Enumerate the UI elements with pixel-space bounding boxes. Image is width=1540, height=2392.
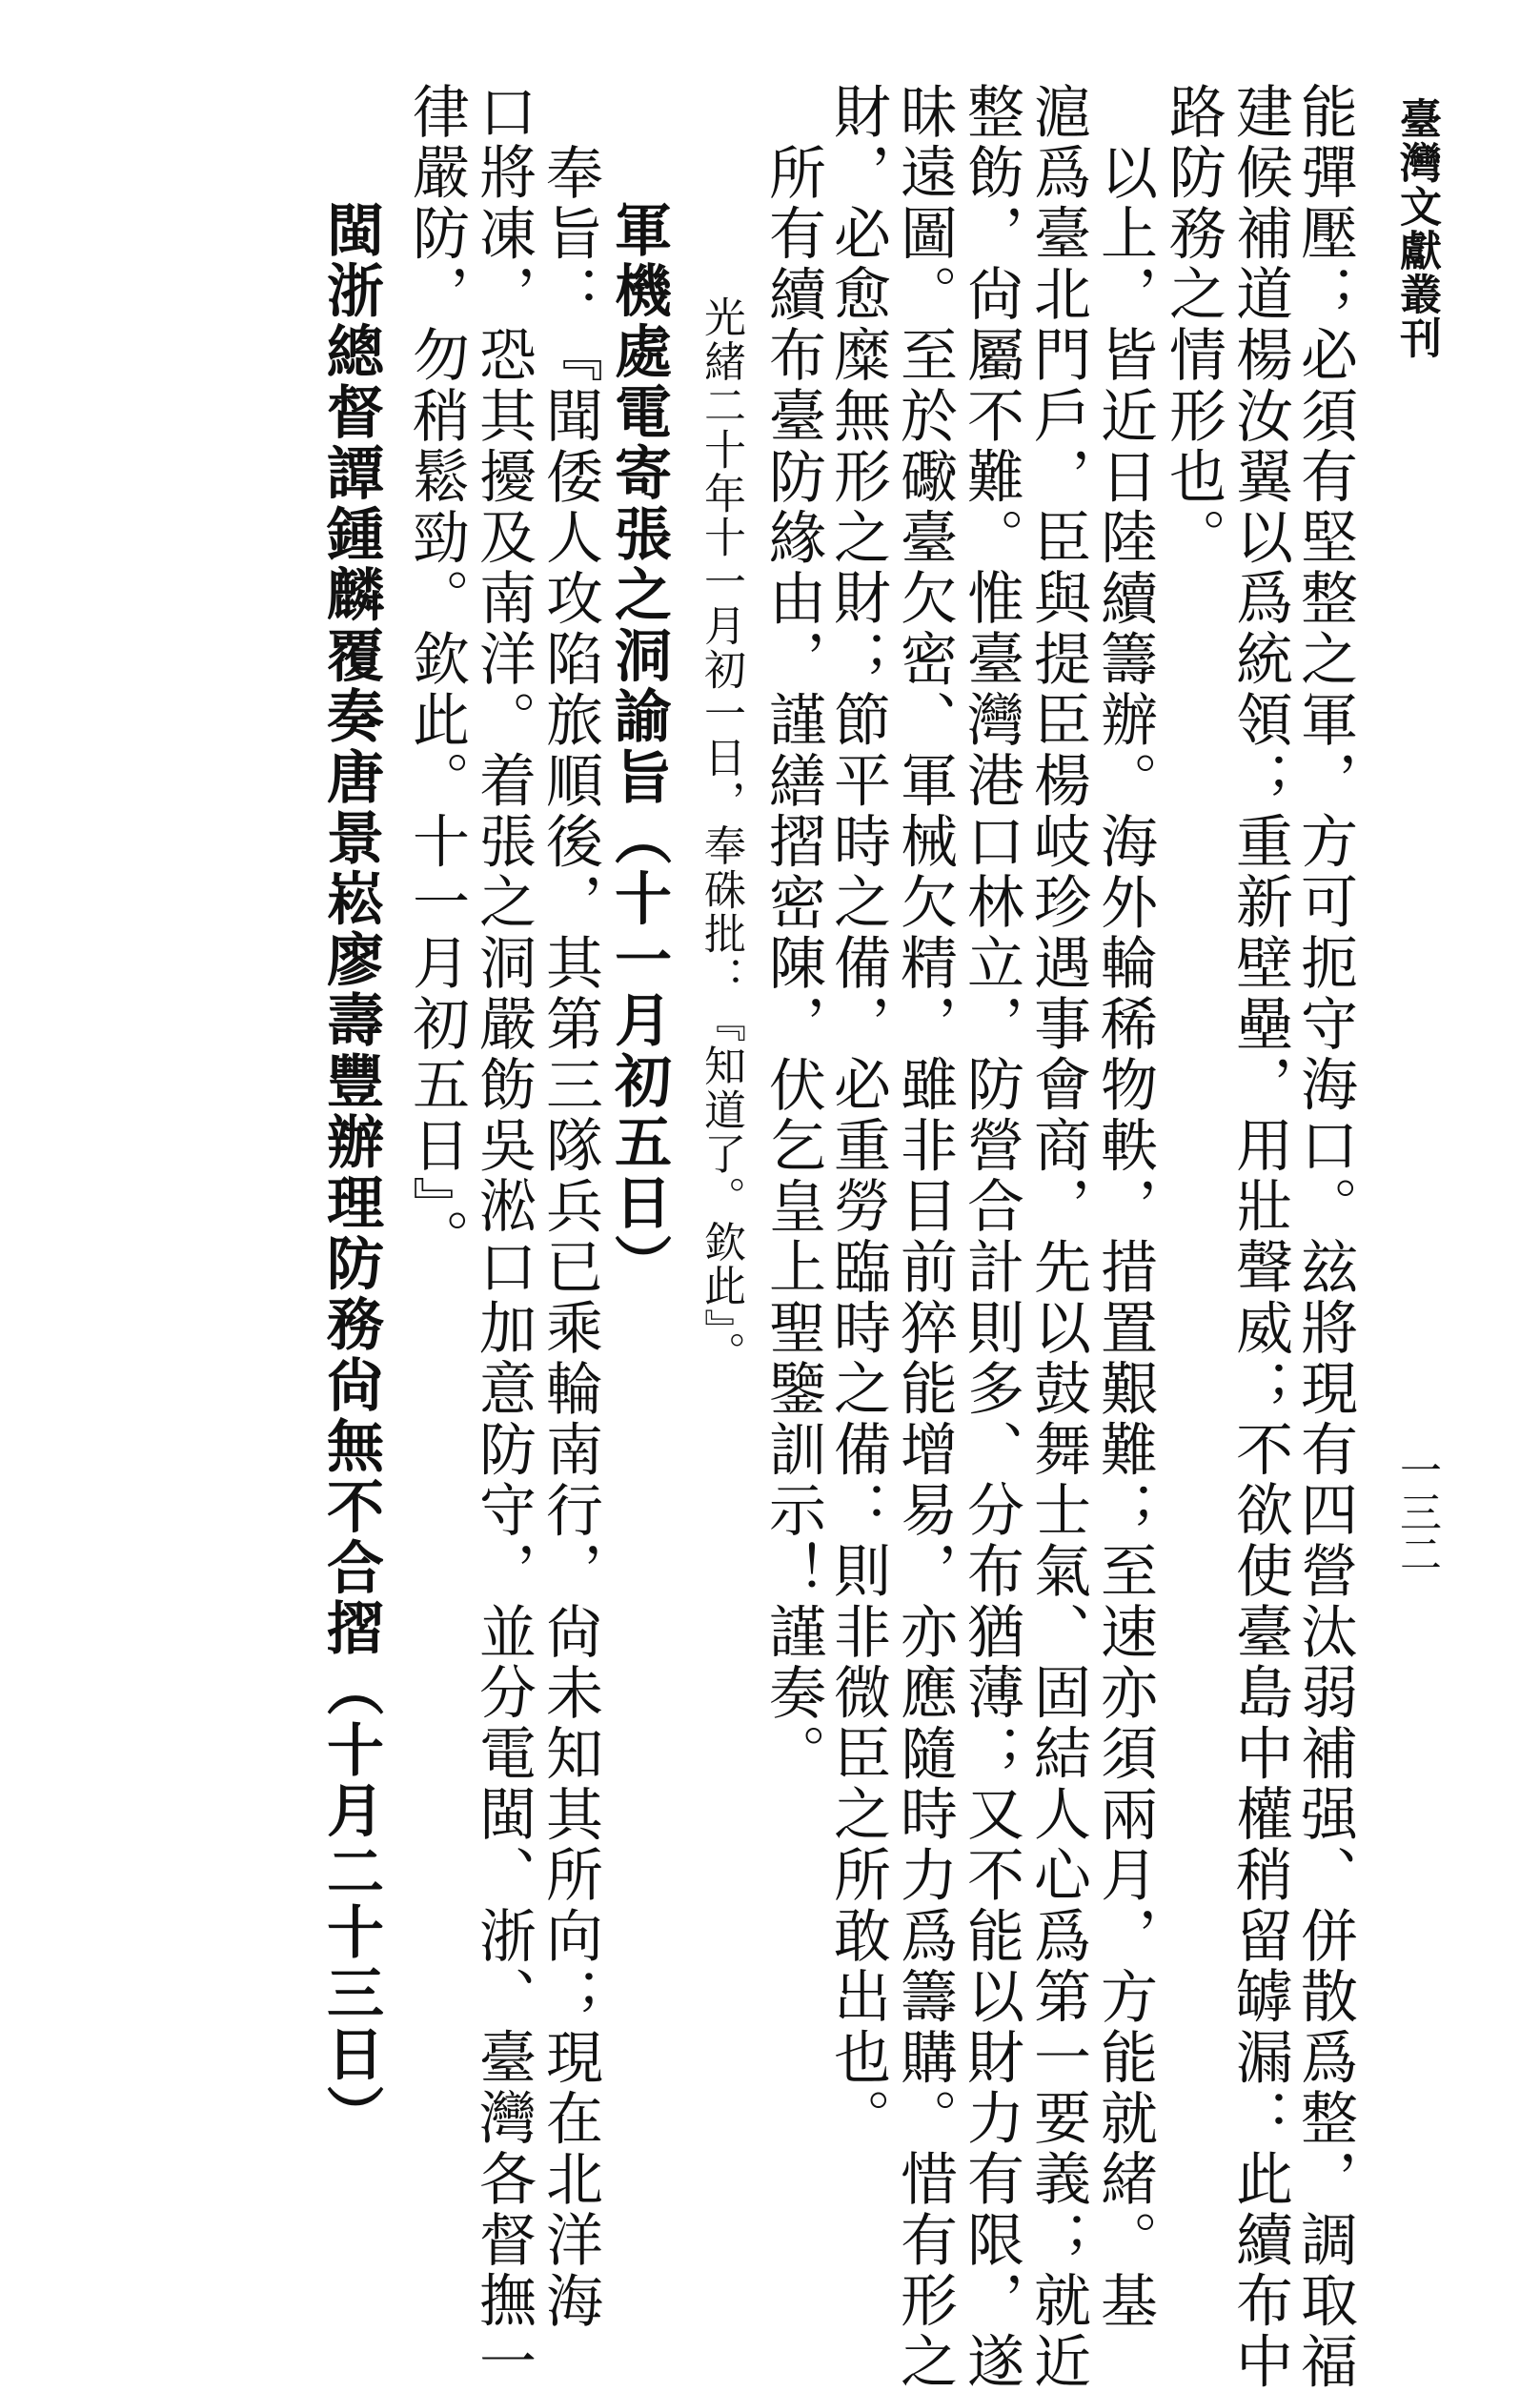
text-column-3: 路防務之情形也。	[1160, 82, 1226, 569]
text-column-13: 口將凍，恐其擾及南洋。着張之洞嚴飭吳淞口加意防守，並分電閩、浙、臺灣各督撫一	[470, 82, 537, 2392]
section-title-edict: 軍機處電寄張之洞諭旨（十一月初五日）	[605, 200, 672, 1295]
text-column-14: 律嚴防，勿稍鬆勁。欽此。十一月初五日』。	[403, 82, 470, 1269]
text-column-12: 奉旨：『聞倭人攻陷旅順後，其第三隊兵已乘輪南行，尙未知其所向；現在北洋海	[537, 143, 603, 2332]
text-column-9: 所有續布臺防緣由，謹繕摺密陳，伏乞皇上聖鑒訓示！謹奏。	[760, 143, 826, 1785]
text-column-10-rescript-date: 光緒二十年十一月初一日，奉硃批：『知道了。欽此』。	[697, 295, 745, 1375]
text-column-5: 滬爲臺北門戶，臣與提臣楊岐珍遇事會商，先以鼓舞士氣、固結人心爲第一要義；就近	[1024, 82, 1091, 2392]
text-column-6: 整飭，尙屬不難。惟臺灣港口林立，防營合計則多、分布猶薄；又不能以財力有限，遂	[958, 82, 1024, 2392]
page-number: 一三二	[1392, 1449, 1441, 1574]
text-column-4: 以上，皆近日陸續籌辦。海外輪稀物軼，措置艱難；至速亦須兩月，方能就緒。基	[1091, 143, 1158, 2332]
section-title-memorial: 閩浙總督譚鍾麟覆奏唐景崧廖壽豐辦理防務尙無不合摺（十月二十三日）	[317, 200, 384, 2146]
text-column-1: 能彈壓；必須有堅整之軍，方可扼守海口。玆將現有四營汰弱補强、併散爲整，調取福	[1291, 82, 1358, 2392]
text-column-2: 建候補道楊汝翼以爲統領；重新壁壘，用壯聲威；不欲使臺島中權稍留罅漏：此續布中	[1226, 82, 1293, 2392]
text-column-8: 財，必愈糜無形之財；節平時之備，必重勞臨時之備：則非微臣之所敢出也。	[824, 82, 891, 2150]
text-column-7: 昧遠圖。至於礮臺欠密、軍械欠精，雖非目前猝能增易，亦應隨時力爲籌購。惜有形之	[891, 82, 958, 2392]
running-header-title: 臺灣文獻叢刊	[1392, 97, 1441, 360]
